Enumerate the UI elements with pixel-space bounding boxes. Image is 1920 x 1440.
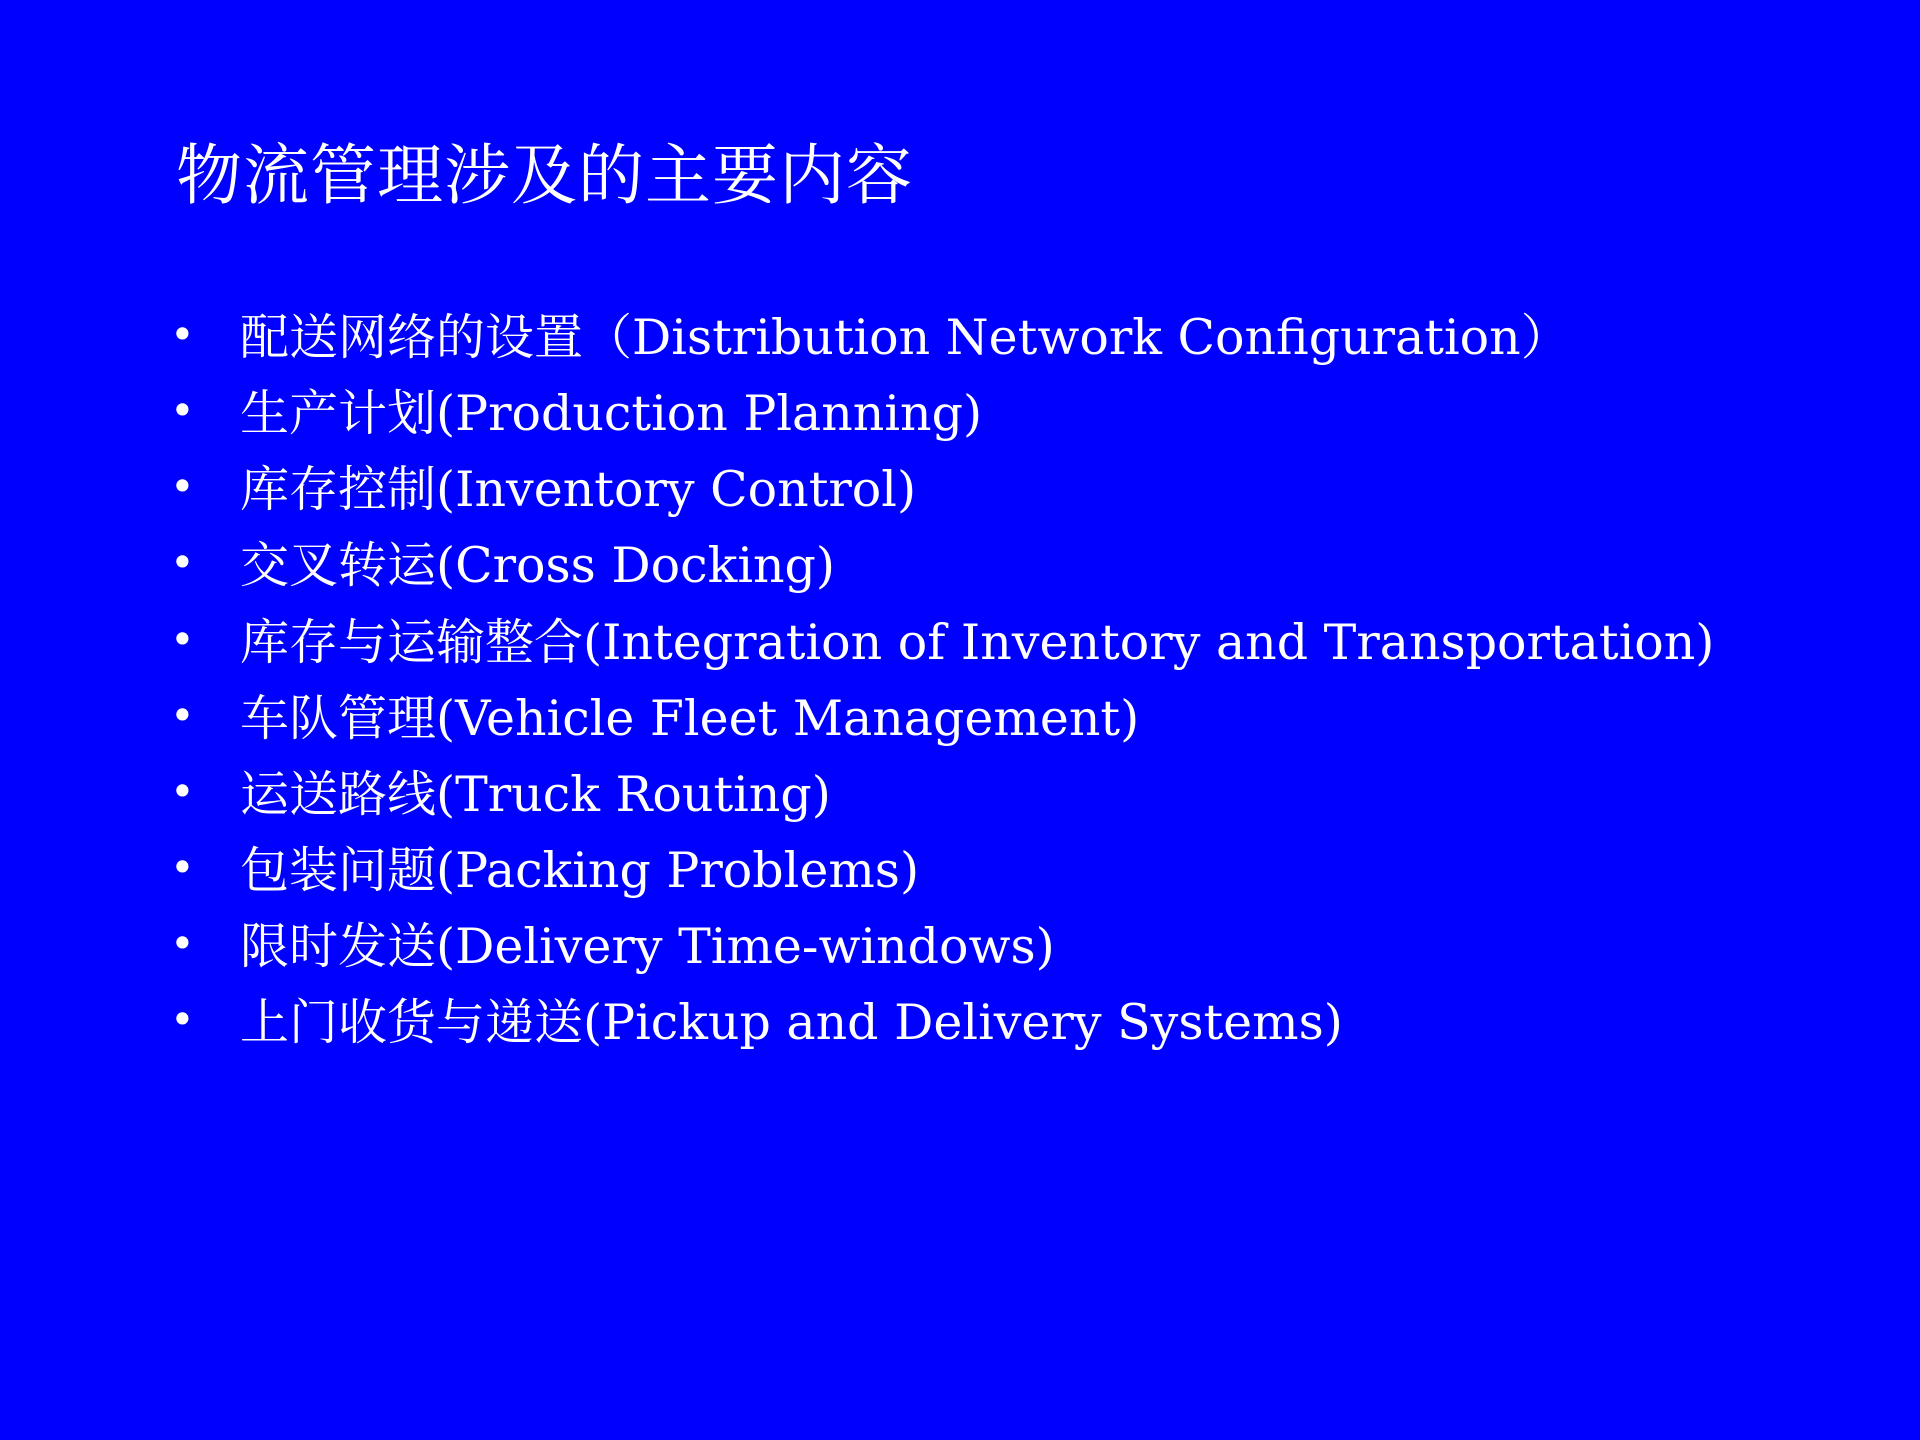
bullet-icon: •	[170, 310, 195, 359]
bullet-icon: •	[170, 614, 195, 664]
list-item-label: 车队管理(Vehicle Fleet Management)	[240, 689, 1140, 747]
list-item-label: 交叉转运(Cross Docking)	[240, 537, 836, 595]
list-item	[150, 610, 1790, 676]
list-item	[150, 838, 1790, 904]
bullet-icon: •	[170, 766, 195, 816]
bullet-icon: •	[170, 462, 195, 512]
bullet-icon: •	[170, 995, 195, 1045]
list-item-label: 配送网络的设置（Distribution Network Configuration）	[240, 309, 1570, 366]
list-item	[150, 381, 1790, 447]
list-item-label: 生产计划(Production Planning)	[240, 385, 983, 443]
list-item-label: 运送路线(Truck Routing)	[240, 765, 831, 823]
list-item	[150, 305, 1790, 371]
list-item-label: 限时发送(Delivery Time-windows)	[240, 918, 1055, 976]
list-item	[150, 762, 1790, 828]
bullet-icon: •	[170, 538, 195, 588]
list-item	[150, 914, 1790, 980]
list-item-label: 包装问题(Packing Problems)	[240, 841, 920, 899]
bullet-icon: •	[170, 842, 195, 892]
list-item-label: 上门收货与递送(Pickup and Delivery Systems)	[240, 994, 1343, 1052]
page-title: 物流管理涉及的主要内容	[176, 137, 913, 214]
bullet-icon: •	[170, 386, 195, 436]
bullet-icon: •	[170, 919, 195, 969]
list-item-label: 库存与运输整合(Integration of Inventory and Transportation)	[240, 613, 1715, 671]
list-item	[150, 990, 1790, 1056]
list-item-label: 库存控制(Inventory Control)	[240, 461, 917, 519]
list-item	[150, 686, 1790, 752]
bullet-icon: •	[170, 690, 195, 740]
list-item	[150, 533, 1790, 599]
list-item	[150, 457, 1790, 523]
bullet-list	[150, 305, 1790, 1066]
